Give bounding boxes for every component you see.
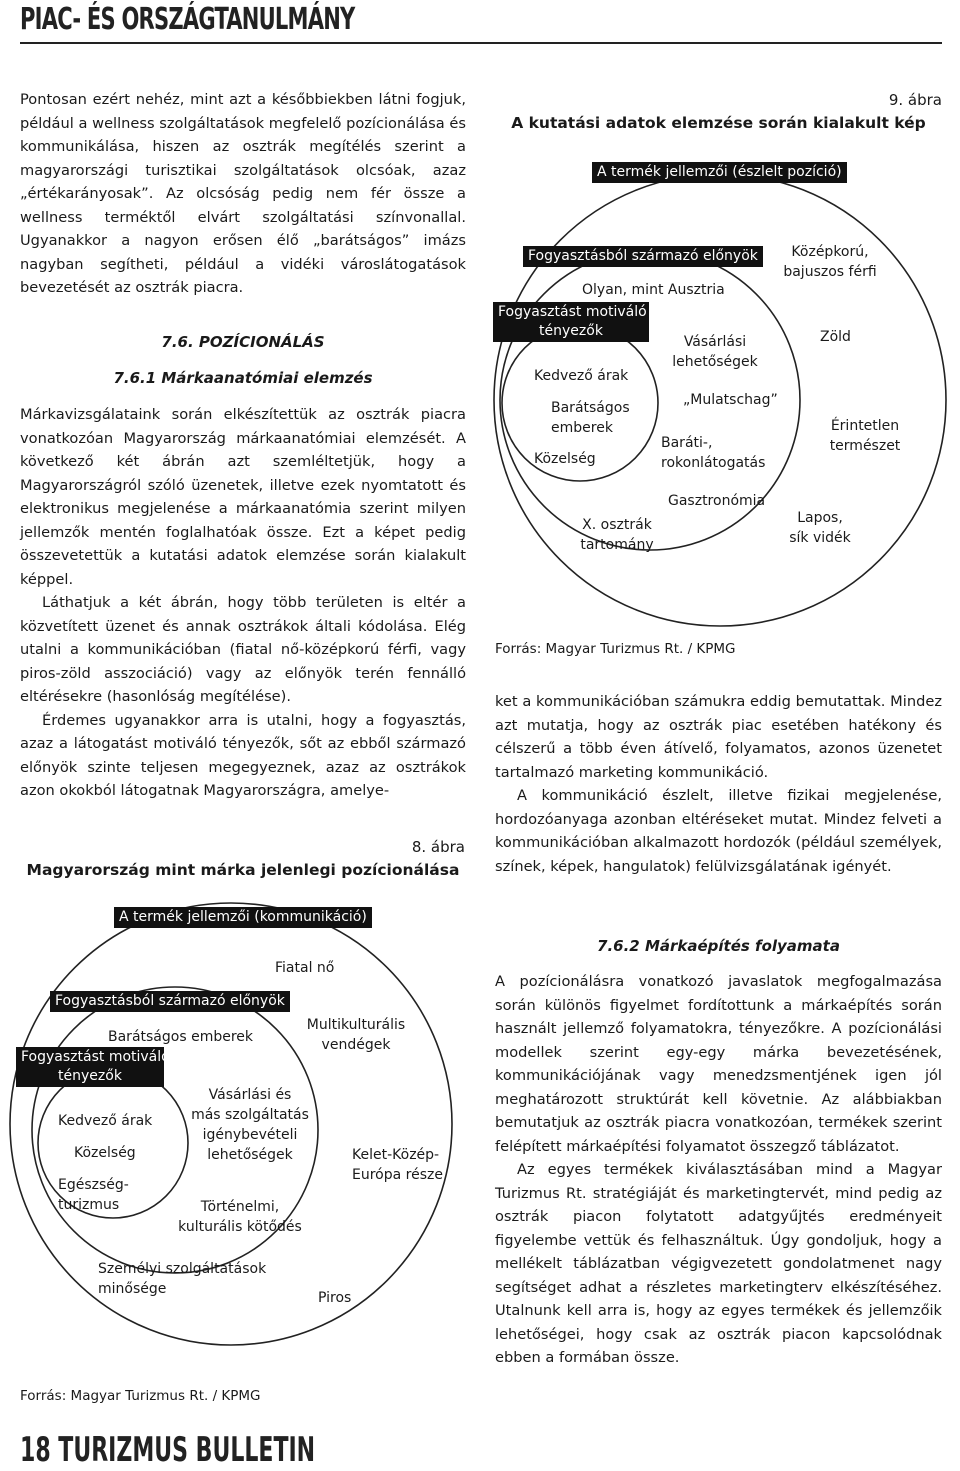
left-paragraph-1: Pontosan ezért nehéz, mint azt a későbbiekben látni fogjuk, például a wellness szolgáltatások megfelelő pozícionálása és kommunikálása, hiszen az osztrák megítélés szerint a magyarországi turisztikai szolgáltatások olcsóak, azaz „értékarányosak”. Az olcsóság pedig nem fér össze a wellness terméktől elvárt szolgáltatási színvonallal. Ugyanakkor a nagyon erősen élő „barátságos” imázs nagyban segítheti, például a vidéki városlátogatások bevezetését az osztrák piacra. <box>20 91 466 296</box>
section-heading: 7.6. POZÍCIONÁLÁS <box>161 333 325 351</box>
fig9-province: X. osztrák tartomány <box>580 517 654 553</box>
fig8-good-prices: Kedvező árak <box>58 1113 153 1129</box>
right-column-bottom <box>495 970 942 1370</box>
left-paragraph-4: Érdemes ugyanakkor arra is utalni, hogy a fogyasztás, azaz a látogatást motiváló tényezők, sőt az ebből származó előnyök szinte teljesen megegyeznek, azaz az osztrákok azon okokból látogatnak Magyarországra, amelye- <box>20 711 466 799</box>
fig9-shopping: Vásárlási lehetőségek <box>672 334 758 370</box>
right-column-top <box>495 690 942 878</box>
fig9-flat-land: Lapos, sík vidék <box>789 510 851 546</box>
figure-9-number: 9. ábra <box>888 91 942 109</box>
page-footer: 18 TURIZMUS BULLETIN <box>20 1430 316 1470</box>
fig8-health-tourism: Egészség- turizmus <box>58 1177 129 1213</box>
right-paragraph-4: Az egyes termékek kiválasztásában mind a Magyar Turizmus Rt. stratégiáját és marketingtervét, mind pedig az osztrák piacon folytatott adatgyűjtés eredményeit figyelembe vettük és felhasználtuk. Úgy gondoljuk, hogy a mellékelt táblázatban végigvezetett gondolatmenet nagy segítséget adhat a részletes marketingterv elkészítéséhez. Utalnunk kell arra is, hogy az egyes termékek és jellemzőik lehetőségei, hogy csak az osztrák piacon kapcsolódnak ebben a formában össze. <box>495 1161 942 1366</box>
fig8-historic: Történelmi, kulturális kötődés <box>178 1199 302 1235</box>
figure-8-title: Magyarország mint márka jelenlegi pozícionálása <box>26 861 460 879</box>
fig9-middle-aged: Középkorú, bajuszos férfi <box>783 244 877 280</box>
left-paragraph-2: Márkavizsgálataink során elkészítettük az osztrák piacra vonatkozóan Magyarország márkaanatómiai elemzését. A következő két ábrán azt szemléltetjük, hogy a Magyarországról szóló üzenetek, illetve ezek nyomtatott és elektronikus megjelenése a márkaanatómia szerint milyen jellemzők mentén foglalhatóak össze. Ezt a képet pedig összevetettük a kutatási adatok elemzése során kialakult képpel. <box>20 406 466 588</box>
fig9-mulatschag: „Mulatschag” <box>683 392 778 408</box>
running-header: PIAC- ÉS ORSZÁGTANULMÁNY <box>20 2 355 37</box>
fig9-gastronomy: Gasztronómia <box>668 493 766 509</box>
fig9-untouched-nature: Érintetlen természet <box>829 418 901 454</box>
fig9-benefits-box: Fogyasztásból származó előnyök <box>523 246 763 267</box>
fig9-friends-visits: Baráti-, rokonlátogatás <box>661 435 766 471</box>
fig9-friendly-people: Barátságos emberek <box>551 400 630 436</box>
fig9-proximity: Közelség <box>534 451 596 467</box>
fig8-red: Piros <box>318 1290 352 1306</box>
fig9-good-prices: Kedvező árak <box>534 368 629 384</box>
right-paragraph-3: A pozícionálásra vonatkozó javaslatok megfogalmazása során különös figyelmet fordítottunk a márkaépítés során használt jellemző folyamatokra, tényezőkre. A pozícionálási modellek szerint egy-egy márka bevezetésének, kommunikációjának vagy menedzsmentjének igen jól meghatározott struktúrát kell követnie. Az alábbiakban bemutatjuk az osztrák piacra vonatkozóan, termékek szerint felépített márkaépítési folyamatot összegző táblázatot. <box>495 973 942 1155</box>
figure-9-title: A kutatási adatok elemzése során kialakult kép <box>511 114 926 132</box>
fig9-product-box: A termék jellemzői (észlelt pozíció) <box>592 162 847 183</box>
fig8-friendly-people: Barátságos emberek <box>108 1029 253 1045</box>
fig9-motivating-box: Fogyasztást motiváló tényezők <box>493 302 649 342</box>
right-paragraph-2: A kommunikáció észlelt, illetve fizikai megjelenése, hordozóanyaga azonban eltéréseket mutat. Mindez felveti a kommunikációban alkalmazott hordozók (például személyek, színek, képek, hangulatok) felülvizsgálatának igényét. <box>495 787 942 875</box>
fig8-product-box: A termék jellemzői (kommunikáció) <box>114 907 372 928</box>
fig8-shopping: Vásárlási és más szolgáltatás igénybevételi lehetőségek <box>191 1087 309 1163</box>
fig8-ce-europe: Kelet-Közép- Európa része <box>352 1147 443 1183</box>
fig8-proximity: Közelség <box>74 1145 136 1161</box>
fig9-like-austria: Olyan, mint Ausztria <box>582 282 725 298</box>
fig9-green: Zöld <box>820 329 851 345</box>
fig8-benefits-box: Fogyasztásból származó előnyök <box>50 991 290 1012</box>
fig8-young-woman: Fiatal nő <box>275 960 335 976</box>
fig9-source: Forrás: Magyar Turizmus Rt. / KPMG <box>495 641 736 657</box>
left-paragraph-3: Láthatjuk a két ábrán, hogy több területen is eltér a közvetített üzenet és annak osztrákok általi kódolása. Elég utalni a kommunikációban (fiatal nő-középkorú férfi, vagy piros-zöld asszociáció) vagy az előnyök terén fennálló eltérésekre (hasonlóság megítélése). <box>20 594 466 705</box>
fig8-source: Forrás: Magyar Turizmus Rt. / KPMG <box>20 1388 261 1404</box>
figure-8-number: 8. ábra <box>411 838 465 856</box>
subsection-heading-1: 7.6.1 Márkaanatómiai elemzés <box>113 369 373 387</box>
fig8-motivating-box: Fogyasztást motiváló tényezők <box>16 1047 164 1087</box>
subsection-heading-2: 7.6.2 Márkaépítés folyamata <box>597 937 840 955</box>
fig8-multicultural: Multikulturális vendégek <box>306 1017 406 1053</box>
fig8-personal-services: Személyi szolgáltatások minősége <box>98 1261 267 1297</box>
right-paragraph-1: ket a kommunikációban számukra eddig bemutattak. Mindez azt mutatja, hogy az osztrák piac esetében hatékony és célszerű a több éven átívelő, folyamatos, azonos üzenetet tartalmazó marketing kommunikáció. <box>495 693 942 781</box>
